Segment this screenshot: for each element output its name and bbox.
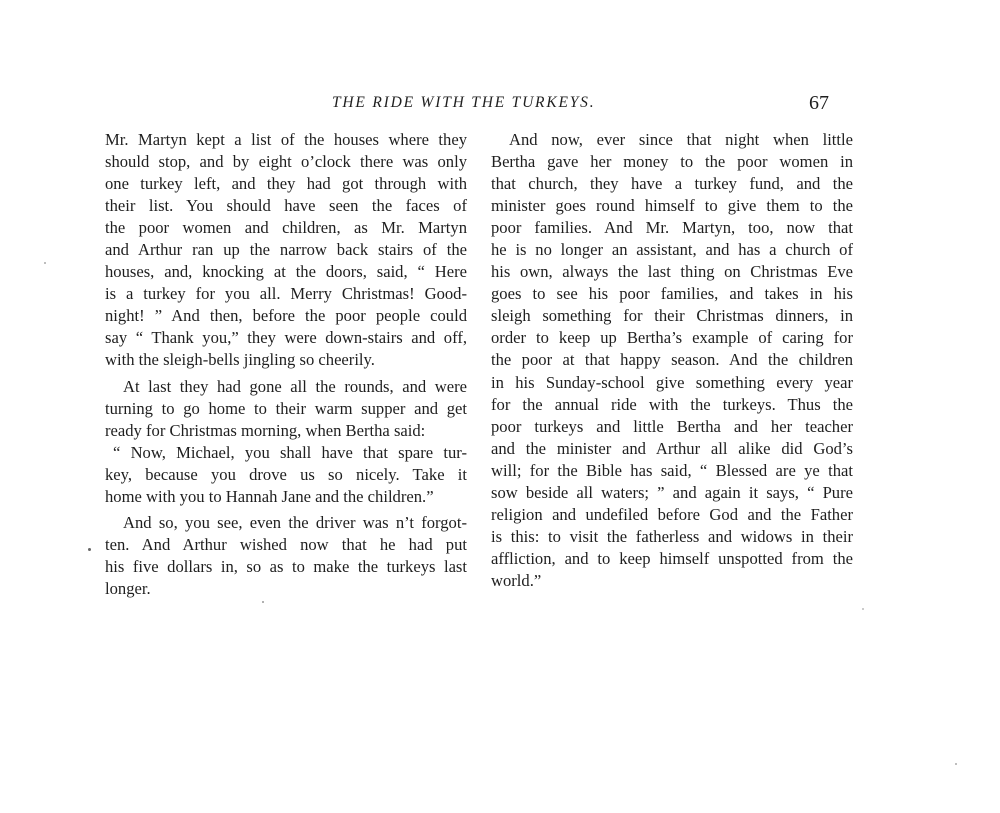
text-line: affliction, and to keep himself unspotted from the: [491, 548, 853, 568]
text-line: religion and undefiled before God and the Father: [491, 504, 853, 524]
text-line: the poor at that happy season. And the children: [491, 350, 853, 370]
paragraph: [491, 129, 853, 151]
paragraph: [105, 376, 467, 398]
paper-speck: [262, 601, 264, 603]
text-line: his five dollars in, so as to make the turkeys last: [105, 556, 467, 576]
text-line: ten. And Arthur wished now that he had put: [105, 534, 467, 554]
text-line: will; for the Bible has said, “ Blessed are ye that: [491, 460, 853, 480]
text-line: say “ Thank you,” they were down-stairs and off,: [105, 328, 467, 348]
text-line: that church, they have a turkey fund, and the: [491, 174, 853, 194]
text-line: sow beside all waters; ” and again it says, “ Pure: [491, 482, 853, 502]
text-line: longer.: [105, 578, 151, 598]
text-line: the poor women and children, as Mr. Martyn: [105, 218, 467, 238]
paper-speck: [955, 763, 957, 765]
paragraph-continued: [105, 464, 467, 508]
text-line: And so, you see, even the driver was n’t forgot-: [123, 512, 467, 532]
paper-speck: [88, 548, 91, 551]
running-title: THE RIDE WITH THE TURKEYS.: [332, 94, 596, 111]
text-line: is this: to visit the fatherless and widows in their: [491, 526, 853, 546]
text-line: “ Now, Michael, you shall have that spare tur-: [113, 442, 467, 462]
text-line: ready for Christmas morning, when Bertha said:: [105, 420, 426, 440]
text-line: houses, and, knocking at the doors, said, “ Here: [105, 262, 467, 282]
paragraph-continued: [105, 534, 467, 600]
text-line: with the sleigh-bells jingling so cheerily.: [105, 350, 375, 370]
paragraph-continued: [105, 398, 467, 442]
paragraph: [105, 512, 467, 534]
text-line: order to keep up Bertha’s example of caring for: [491, 328, 853, 348]
text-line: turning to go home to their warm supper and get: [105, 398, 467, 418]
text-line: for the annual ride with the turkeys. Thus the: [491, 394, 853, 414]
text-line: should stop, and by eight o’clock there was only: [105, 152, 467, 172]
paragraph-continued: [491, 151, 853, 592]
text-line: poor turkeys and little Bertha and her teacher: [491, 416, 853, 436]
text-line: Bertha gave her money to the poor women in: [491, 152, 853, 172]
text-line: home with you to Hannah Jane and the children.”: [105, 486, 434, 506]
running-header: [0, 93, 1000, 117]
paragraph: [105, 442, 467, 464]
text-line: world.”: [491, 570, 542, 590]
text-line: his own, always the last thing on Christmas Eve: [491, 262, 853, 282]
text-line: is a turkey for you all. Merry Christmas! Good-: [105, 284, 467, 304]
paper-speck: [862, 608, 864, 610]
right-column: [491, 129, 853, 592]
text-line: minister goes round himself to give them to the: [491, 196, 853, 216]
text-line: Mr. Martyn kept a list of the houses where they: [105, 130, 467, 149]
text-line: goes to see his poor families, and takes in his: [491, 284, 853, 304]
text-line: their list. You should have seen the faces of: [105, 196, 467, 216]
text-line: he is no longer an assistant, and has a church of: [491, 240, 853, 260]
text-line: night! ” And then, before the poor people could: [105, 306, 467, 326]
text-line: in his Sunday-school give something every year: [491, 372, 853, 392]
left-column: [105, 129, 467, 600]
paragraph: [105, 129, 467, 372]
page-number: 67: [809, 92, 829, 114]
text-line: sleigh something for their Christmas dinners, in: [491, 306, 853, 326]
text-line: At last they had gone all the rounds, and were: [123, 376, 467, 396]
paper-speck: [44, 262, 46, 264]
text-line: poor families. And Mr. Martyn, too, now that: [491, 218, 853, 238]
text-line: one turkey left, and they had got through with: [105, 174, 467, 194]
text-line: And now, ever since that night when little: [509, 130, 853, 149]
text-line: and Arthur ran up the narrow back stairs of the: [105, 240, 467, 260]
text-line: key, because you drove us so nicely. Take it: [105, 464, 467, 484]
text-line: and the minister and Arthur all alike did God’s: [491, 438, 853, 458]
